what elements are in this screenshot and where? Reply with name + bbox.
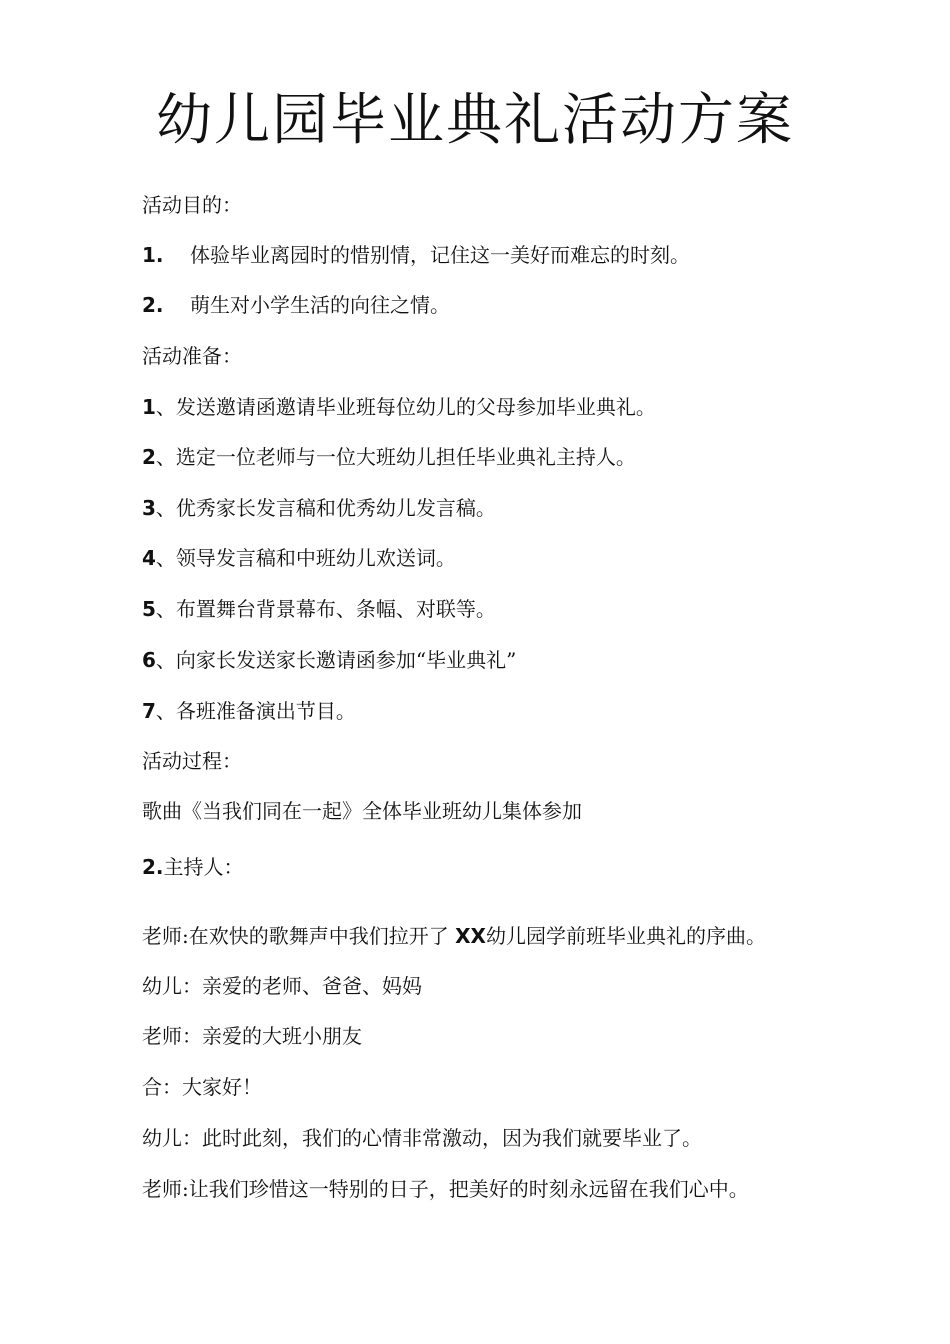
process-song: 歌曲《当我们同在一起》全体毕业班幼儿集体参加: [142, 799, 582, 823]
prep-item-7: [142, 697, 356, 725]
dialogue-line-1: [142, 922, 766, 950]
dialogue-line-3: 老师：亲爱的大班小朋友: [142, 1024, 362, 1048]
prep-item-2-text: 、选定一位老师与一位大班幼儿担任毕业典礼主持人。: [155, 445, 636, 469]
prep-item-6-number: 6: [142, 648, 156, 672]
prep-item-4-text: 、领导发言稿和中班幼儿欢送词。: [155, 546, 456, 570]
prep-item-5-text: 、布置舞台背景幕布、条幅、对联等。: [155, 597, 496, 621]
goal-item-2-number: 2.: [142, 293, 164, 317]
prep-item-4-number: 4: [142, 546, 156, 570]
prep-heading: 活动准备：: [142, 344, 242, 368]
goal-item-2: [142, 291, 450, 319]
prep-item-4: [142, 544, 456, 572]
prep-item-6: [142, 646, 516, 674]
dialogue-line-4: 合：大家好！: [142, 1075, 262, 1099]
prep-item-3-text: 、优秀家长发言稿和优秀幼儿发言稿。: [155, 496, 496, 520]
goal-item-1-text: 体验毕业离园时的惜别情，记住这一美好而难忘的时刻。: [190, 243, 690, 267]
prep-item-3-number: 3: [142, 496, 156, 520]
dialogue-line-2: 幼儿：亲爱的老师、爸爸、妈妈: [142, 974, 422, 998]
process-host-number: 2.: [142, 855, 164, 879]
process-host: [142, 853, 244, 881]
dialogue-line-1-post: 幼儿园学前班毕业典礼的序曲。: [485, 924, 766, 948]
document-title: 幼儿园毕业典礼活动方案: [156, 88, 794, 153]
process-host-label: 主持人：: [163, 855, 244, 879]
prep-item-5-number: 5: [142, 597, 156, 621]
process-heading: 活动过程：: [142, 749, 242, 773]
prep-item-1: [142, 393, 656, 421]
goal-heading: 活动目的：: [142, 193, 242, 217]
prep-item-2-number: 2: [142, 445, 156, 469]
prep-item-1-number: 1: [142, 395, 156, 419]
prep-item-1-text: 、发送邀请函邀请毕业班每位幼儿的父母参加毕业典礼。: [155, 395, 656, 419]
dialogue-line-5: 幼儿：此时此刻，我们的心情非常激动，因为我们就要毕业了。: [142, 1126, 702, 1150]
prep-item-5: [142, 595, 496, 623]
dialogue-line-1-pre: 老师:在欢快的歌舞声中我们拉开了: [142, 924, 456, 948]
prep-item-7-text: 、各班准备演出节目。: [155, 699, 356, 723]
goal-item-2-text: 萌生对小学生活的向往之情。: [190, 293, 450, 317]
prep-item-3: [142, 494, 496, 522]
goal-item-1: [142, 241, 690, 269]
dialogue-line-6: 老师:让我们珍惜这一特别的日子，把美好的时刻永远留在我们心中。: [142, 1177, 749, 1201]
prep-item-7-number: 7: [142, 699, 156, 723]
prep-item-2: [142, 443, 636, 471]
prep-item-6-text: 、向家长发送家长邀请函参加“毕业典礼”: [155, 648, 517, 672]
goal-item-1-number: 1.: [142, 243, 164, 267]
dialogue-line-1-placeholder: XX: [455, 924, 486, 948]
